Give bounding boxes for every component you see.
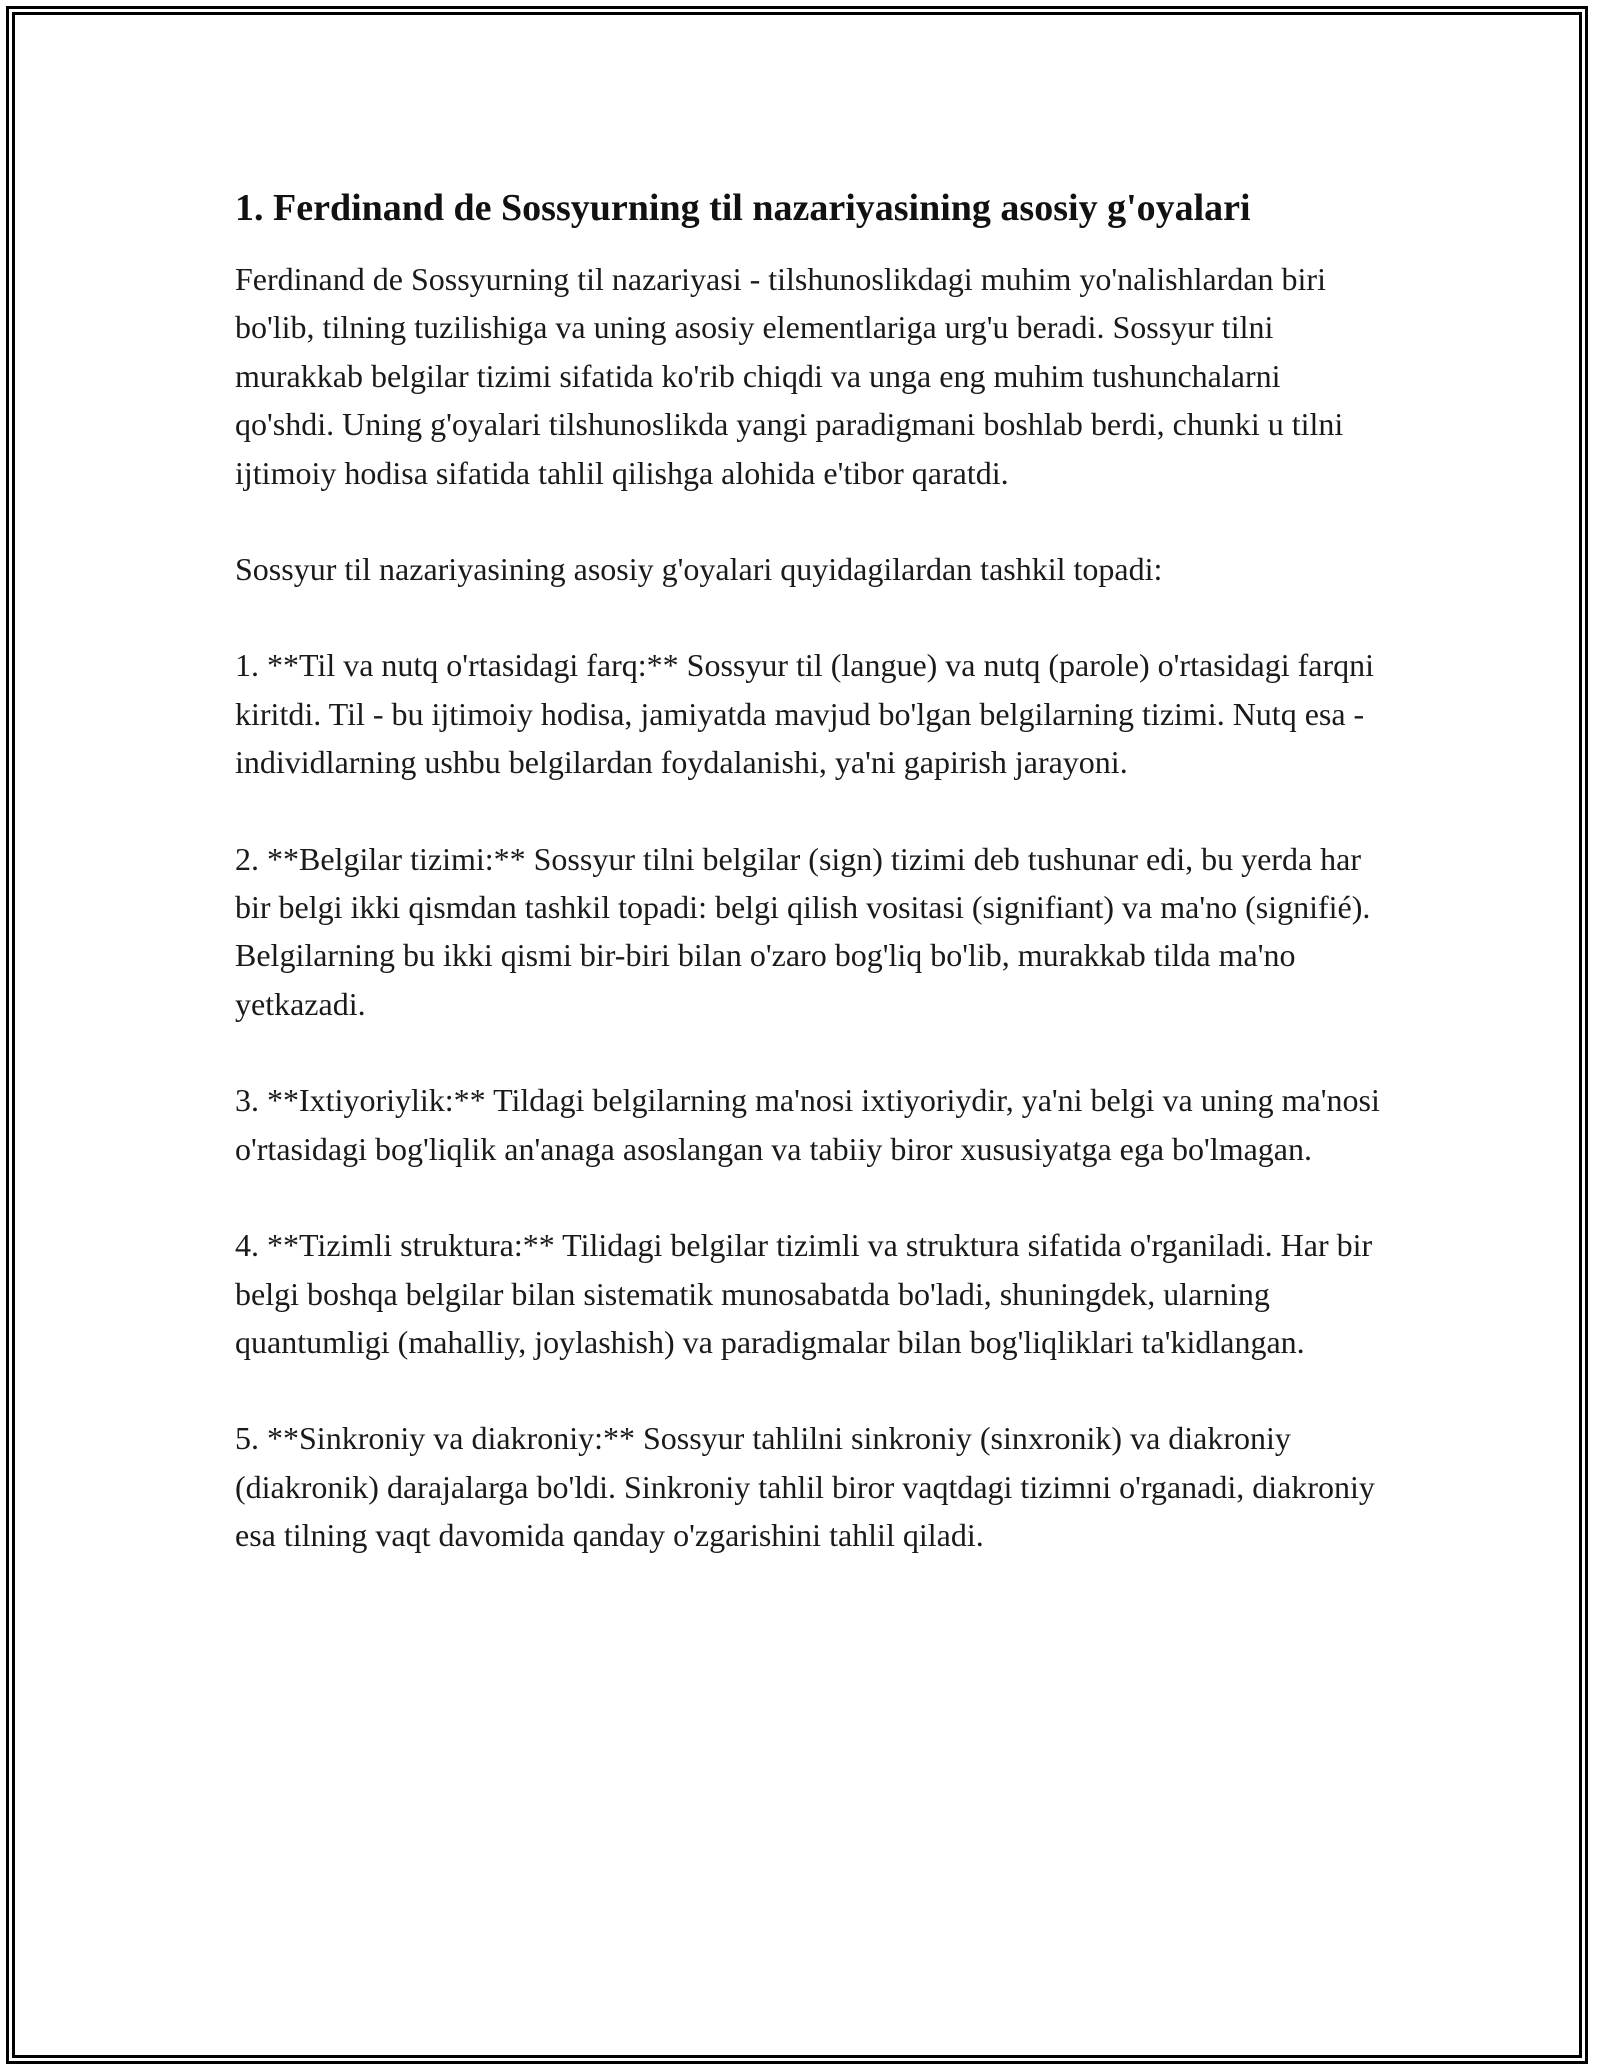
- document-body: [235, 185, 1385, 1560]
- intro-paragraph: Ferdinand de Sossyurning til nazariyasi - tilshunoslikdagi muhim yo'nalishlardan biri bo'lib, tilning tuzilishiga va uning asosiy elementlariga urg'u beradi. Sossyur tilni murakkab belgilar tizimi sifatida ko'rib chiqdi va unga eng muhim tushunchalarni qo'shdi. Uning g'oyalari tilshunoslikda yangi paradigmani boshlab berdi, chunki u tilni ijtimoiy hodisa sifatida tahlil qilishga alohida e'tibor qaratdi.: [235, 261, 1344, 491]
- list-item-sinkroniy-diakroniy: 5. **Sinkroniy va diakroniy:** Sossyur tahlilni sinkroniy (sinxronik) va diakroniy (diakronik) darajalarga bo'ldi. Sinkroniy tahlil biror vaqtdagi tizimni o'rganadi, diakroniy esa tilning vaqt davomida qanday o'zgarishini tahlil qiladi.: [235, 1420, 1375, 1554]
- list-item-til-va-nutq: 1. **Til va nutq o'rtasidagi farq:** Sossyur til (langue) va nutq (parole) o'rtasidagi farqni kiritdi. Til - bu ijtimoiy hodisa, jamiyatda mavjud bo'lgan belgilarning tizimi. Nutq esa - individlarning ushbu belgilardan foydalanishi, ya'ni gapirish jarayoni.: [235, 647, 1375, 781]
- list-item-tizimli-struktura: 4. **Tizimli struktura:** Tilidagi belgilar tizimli va struktura sifatida o'rganiladi. Har bir belgi boshqa belgilar bilan sistematik munosabatda bo'ladi, shuningdek, ularning quantumligi (mahalliy, joylashish) va paradigmalar bilan bog'liqliklari ta'kidlangan.: [235, 1227, 1373, 1360]
- list-item-ixtiyoriylik: 3. **Ixtiyoriylik:** Tildagi belgilarning ma'nosi ixtiyoriydir, ya'ni belgi va uning ma'nosi o'rtasidagi bog'liqlik an'anaga asoslangan va tabiiy biror xususiyatga ega bo'lmagan.: [235, 1082, 1380, 1167]
- list-intro-paragraph: Sossyur til nazariyasining asosiy g'oyalari quyidagilardan tashkil topadi:: [235, 551, 1163, 588]
- list-item-belgilar-tizimi: 2. **Belgilar tizimi:** Sossyur tilni belgilar (sign) tizimi deb tushunar edi, bu yerda har bir belgi ikki qismdan tashkil topadi: belgi qilish vositasi (signifiant) va ma'no (signifié). Belgilarning bu ikki qismi bir-biri bilan o'zaro bog'liq bo'lib, murakkab tilda ma'no yetkazadi.: [235, 840, 1371, 1022]
- document-title: 1. Ferdinand de Sossyurning til nazariyasining asosiy g'oyalari: [235, 187, 1251, 229]
